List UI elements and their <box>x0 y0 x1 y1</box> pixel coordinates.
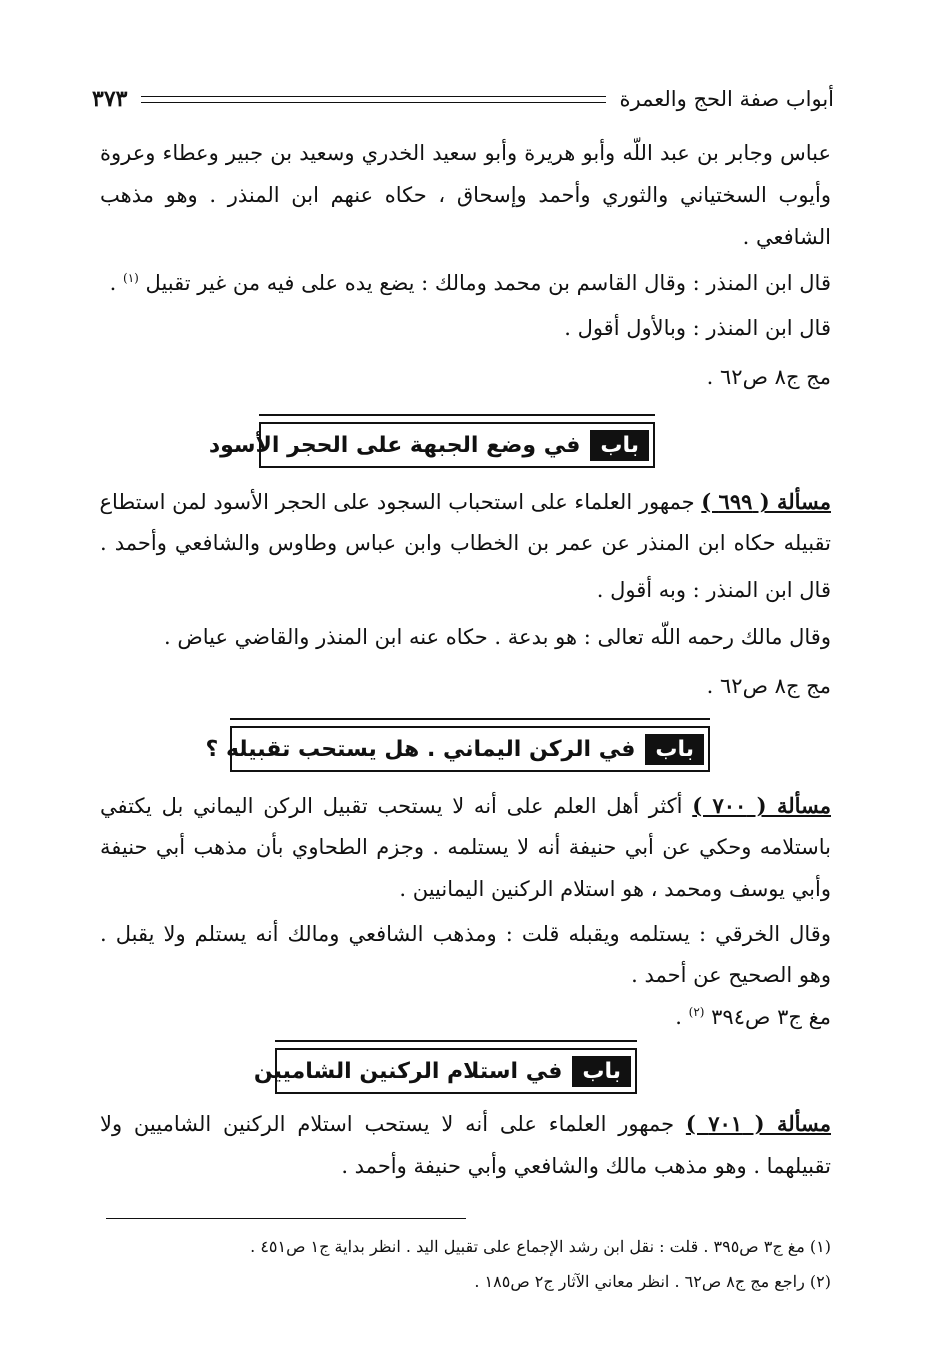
footnote-ref: (١) <box>123 271 139 285</box>
bab-label: باب <box>645 734 704 765</box>
section-title: في وضع الجبهة على الحجر الأسود <box>208 432 581 458</box>
section-heading-box <box>205 726 710 772</box>
masala-label: مسألة ( ٦٩٩ ) <box>701 489 831 514</box>
text-line: عباس وجابر بن عبد اللّه وأبو هريرة وأبو سعيد الخدري وسعيد بن جبير وعطاء وعروة <box>100 141 831 165</box>
masala-line <box>100 1110 831 1138</box>
quote-text: قال ابن المنذر : وقال القاسم بن محمد ومالك : يضع يده على فيه من غير تقبيل <box>145 271 831 295</box>
quote-line <box>110 270 831 297</box>
masala-text: جمهور العلماء على استحباب السجود على الحجر الأسود لمن استطاع <box>99 490 702 514</box>
masala-text: أكثر أهل العلم على أنه لا يستحب تقبيل الركن اليماني بل يكتفي <box>100 794 693 818</box>
footnote-rule <box>106 1218 466 1219</box>
section-heading-box <box>253 1048 637 1094</box>
header-rule <box>141 96 605 103</box>
heading-rule <box>259 414 655 416</box>
text-line: وقال مالك رحمه اللّه تعالى : هو بدعة . حكاه عنه ابن المنذر والقاضي عياض . <box>164 625 831 649</box>
heading-rule <box>230 718 710 720</box>
reference-line: مج ج٨ ص٦٢ . <box>706 365 831 389</box>
text-line: تقبيله حكاه ابن المنذر عن عمر بن الخطاب وابن عباس وطاوس والشافعي وأحمد . <box>100 531 831 555</box>
bab-label: باب <box>572 1056 631 1087</box>
reference-text: مغ ج٣ ص٣٩٤ <box>711 1005 831 1029</box>
footnote: (١) مغ ج٣ ص٣٩٥ . قلت : نقل ابن رشد الإجماع على تقبيل اليد . انظر بداية ج١ ص٤٥١ . <box>250 1237 831 1256</box>
footnote-ref: (٢) <box>688 1005 705 1019</box>
text-line: وأبي يوسف ومحمد ، هو استلام الركنين اليمانيين . <box>399 877 831 901</box>
section-title: في استلام الركنين الشاميين <box>253 1058 563 1084</box>
reference-end: . <box>675 1005 682 1029</box>
running-header <box>92 82 834 116</box>
page-number: ٣٧٣ <box>92 86 128 112</box>
heading-rule <box>275 1040 637 1042</box>
bab-label: باب <box>590 430 649 461</box>
text-line: الشافعي . <box>742 225 831 249</box>
section-heading-box <box>208 422 655 468</box>
quote-end: . <box>109 271 117 295</box>
text-line: وقال الخرقي : يستلمه ويقبله قلت : ومذهب الشافعي ومالك أنه يستلم ولا يقبل . <box>100 922 831 946</box>
footnote: (٢) راجع مج ج٨ ص٦٢ . انظر معاني الآثار ج٢ ص١٨٥ . <box>474 1272 831 1291</box>
masala-text: جمهور العلماء على أنه لا يستحب استلام الركنين الشاميين ولا <box>100 1112 686 1136</box>
reference-line: مج ج٨ ص٦٢ . <box>706 674 831 698</box>
text-line: وهو الصحيح عن أحمد . <box>631 963 831 987</box>
masala-line <box>100 792 831 820</box>
text-line: قال ابن المنذر : وبه أقول . <box>596 578 831 602</box>
reference-line <box>675 1004 831 1031</box>
header-title: أبواب صفة الحج والعمرة <box>619 87 834 111</box>
masala-label: مسألة ( ٧٠٠ ) <box>692 793 831 818</box>
quote-line: قال ابن المنذر : وبالأول أقول . <box>564 316 831 340</box>
text-line: تقبيلهما . وهو مذهب مالك والشافعي وأبي حنيفة وأحمد . <box>341 1154 831 1178</box>
text-line: باستلامه وحكي عن أبي حنيفة أنه لا يستلمه . وجزم الطحاوي بأن مذهب أبي حنيفة <box>100 835 831 859</box>
masala-label: مسألة ( ٧٠١ ) <box>685 1111 831 1136</box>
section-title: في الركن اليماني . هل يستحب تقبيله ؟ <box>205 736 636 762</box>
text-line: وأيوب السختياني والثوري وأحمد وإسحاق ، حكاه عنهم ابن المنذر . وهو مذهب <box>100 183 831 207</box>
masala-line <box>100 488 831 516</box>
